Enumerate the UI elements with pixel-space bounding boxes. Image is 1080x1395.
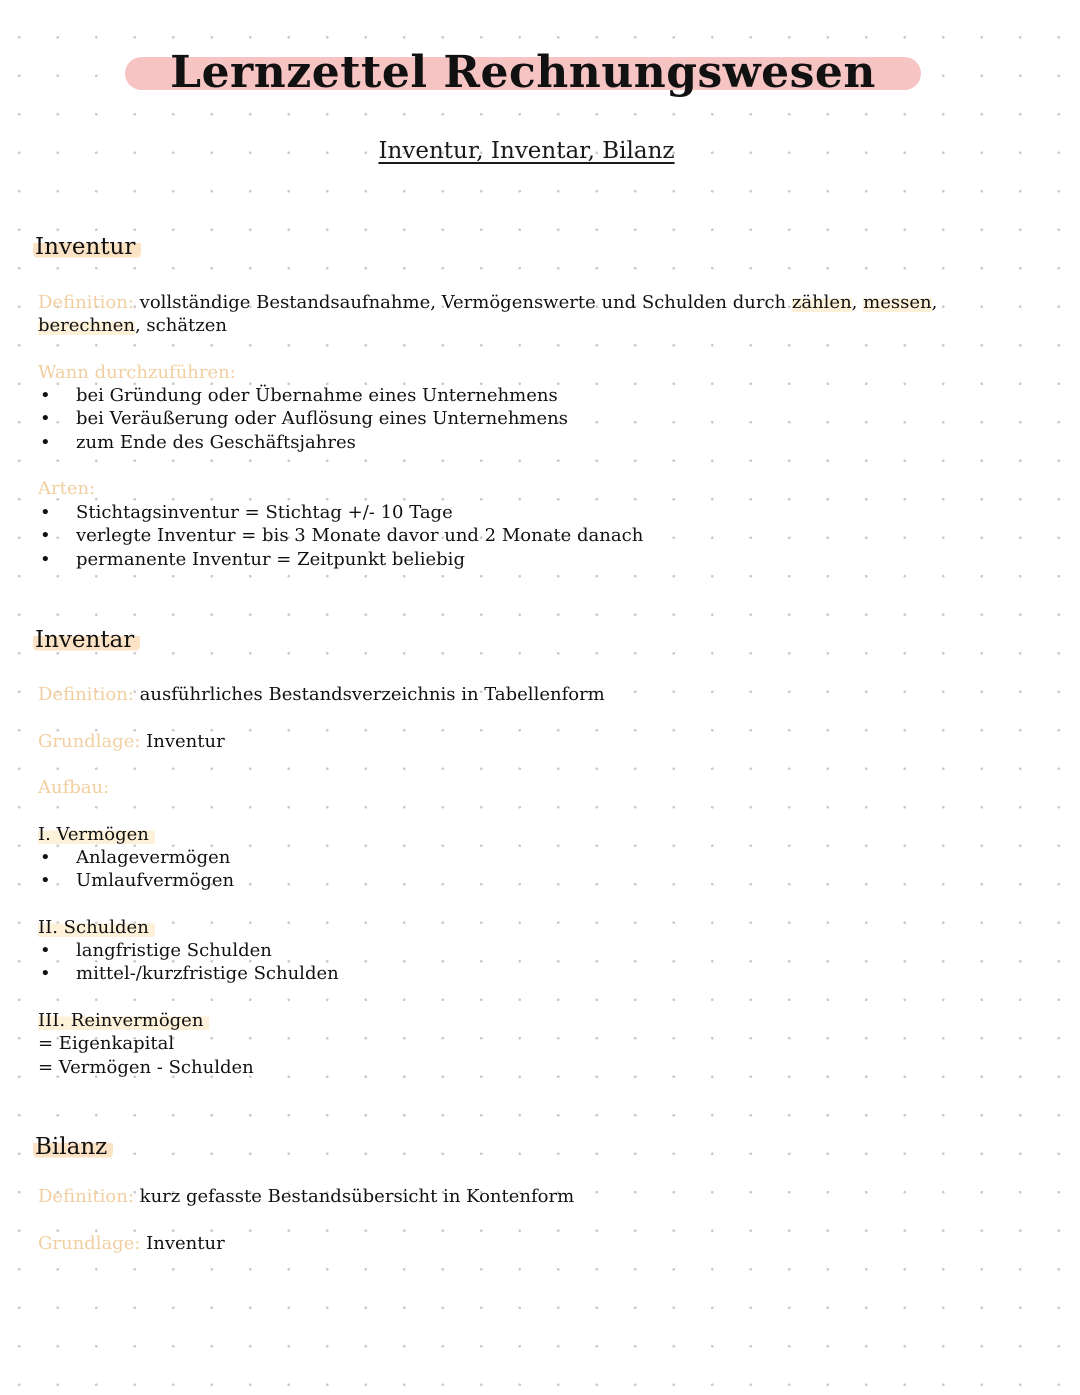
- inventar-definition: [38, 683, 605, 706]
- list-item: • bei Gründung oder Übernahme eines Unternehmens: [38, 384, 568, 407]
- inventar-basis: [38, 730, 225, 753]
- list-item: • bei Veräußerung oder Auflösung eines Unternehmens: [38, 407, 568, 430]
- section-heading-bilanz: Bilanz: [33, 1134, 113, 1160]
- section1-title-wrap: [38, 823, 155, 846]
- definition-label: Definition:: [38, 1186, 134, 1207]
- keyword-berechnen: berechnen: [38, 315, 135, 337]
- page-subtitle: Inventur, Inventar, Bilanz: [378, 138, 675, 164]
- list-item: • langfristige Schulden: [38, 939, 339, 962]
- keyword-messen: messen: [863, 292, 932, 313]
- section-heading-inventar: Inventar: [33, 627, 140, 653]
- section1-list: [38, 846, 234, 893]
- section-heading-inventur: Inventur: [33, 234, 141, 260]
- basis-label: Grundlage:: [38, 1233, 141, 1254]
- list-item: • zum Ende des Geschäftsjahres: [38, 431, 568, 454]
- types-list: [38, 501, 643, 571]
- title-block: [125, 40, 921, 110]
- section2-title-wrap: [38, 916, 155, 939]
- list-item: • Anlagevermögen: [38, 846, 234, 869]
- section3-title-wrap: [38, 1009, 209, 1032]
- basis-text: Inventur: [146, 1233, 225, 1254]
- list-item: • verlegte Inventur = bis 3 Monate davor und 2 Monate danach: [38, 524, 643, 547]
- list-item: • Stichtagsinventur = Stichtag +/- 10 Tage: [38, 501, 643, 524]
- definition-label: Definition:: [38, 292, 134, 313]
- bilanz-definition: [38, 1185, 574, 1208]
- section-inventar-heading-wrap: [33, 625, 140, 655]
- when-list: [38, 384, 568, 454]
- subsection-title-vermoegen: I. Vermögen: [38, 824, 155, 845]
- when-label-wrap: [38, 361, 236, 384]
- page-title: Lernzettel Rechnungswesen: [170, 47, 876, 98]
- basis-text: Inventur: [146, 731, 225, 752]
- definition-label: Definition:: [38, 684, 134, 705]
- reinvermoegen-line-1: = Eigenkapital: [38, 1033, 175, 1054]
- structure-label: Aufbau:: [38, 777, 110, 798]
- keyword-schaetzen: schätzen: [146, 315, 228, 337]
- when-label: Wann durchzuführen:: [38, 362, 236, 383]
- section-inventur-heading-wrap: [33, 232, 141, 262]
- keyword-zaehlen: zählen: [791, 292, 852, 313]
- bilanz-basis: [38, 1232, 225, 1255]
- basis-label: Grundlage:: [38, 731, 141, 752]
- reinvermoegen-line-2: = Vermögen - Schulden: [38, 1057, 254, 1078]
- inventur-definition: Definition: vollständige Bestandsaufnahme, Vermögenswerte und Schulden durch zählen, messen, berechnen, schätzen: [38, 292, 938, 337]
- subsection-title-reinvermoegen: III. Reinvermögen: [38, 1010, 209, 1031]
- definition-text: vollständige Bestandsaufnahme, Vermögenswerte und Schulden durch: [139, 292, 787, 313]
- section-bilanz-heading-wrap: [33, 1132, 113, 1162]
- types-label-wrap: [38, 477, 95, 500]
- definition-text: ausführliches Bestandsverzeichnis in Tabellenform: [139, 684, 605, 705]
- list-item: • Umlaufvermögen: [38, 869, 234, 892]
- subsection-title-schulden: II. Schulden: [38, 917, 155, 938]
- list-item: • permanente Inventur = Zeitpunkt beliebig: [38, 548, 643, 571]
- list-item: • mittel-/kurzfristige Schulden: [38, 962, 339, 985]
- definition-text: kurz gefasste Bestandsübersicht in Kontenform: [139, 1186, 575, 1207]
- structure-label-wrap: [38, 776, 109, 799]
- types-label: Arten:: [38, 478, 96, 499]
- section2-list: [38, 939, 339, 986]
